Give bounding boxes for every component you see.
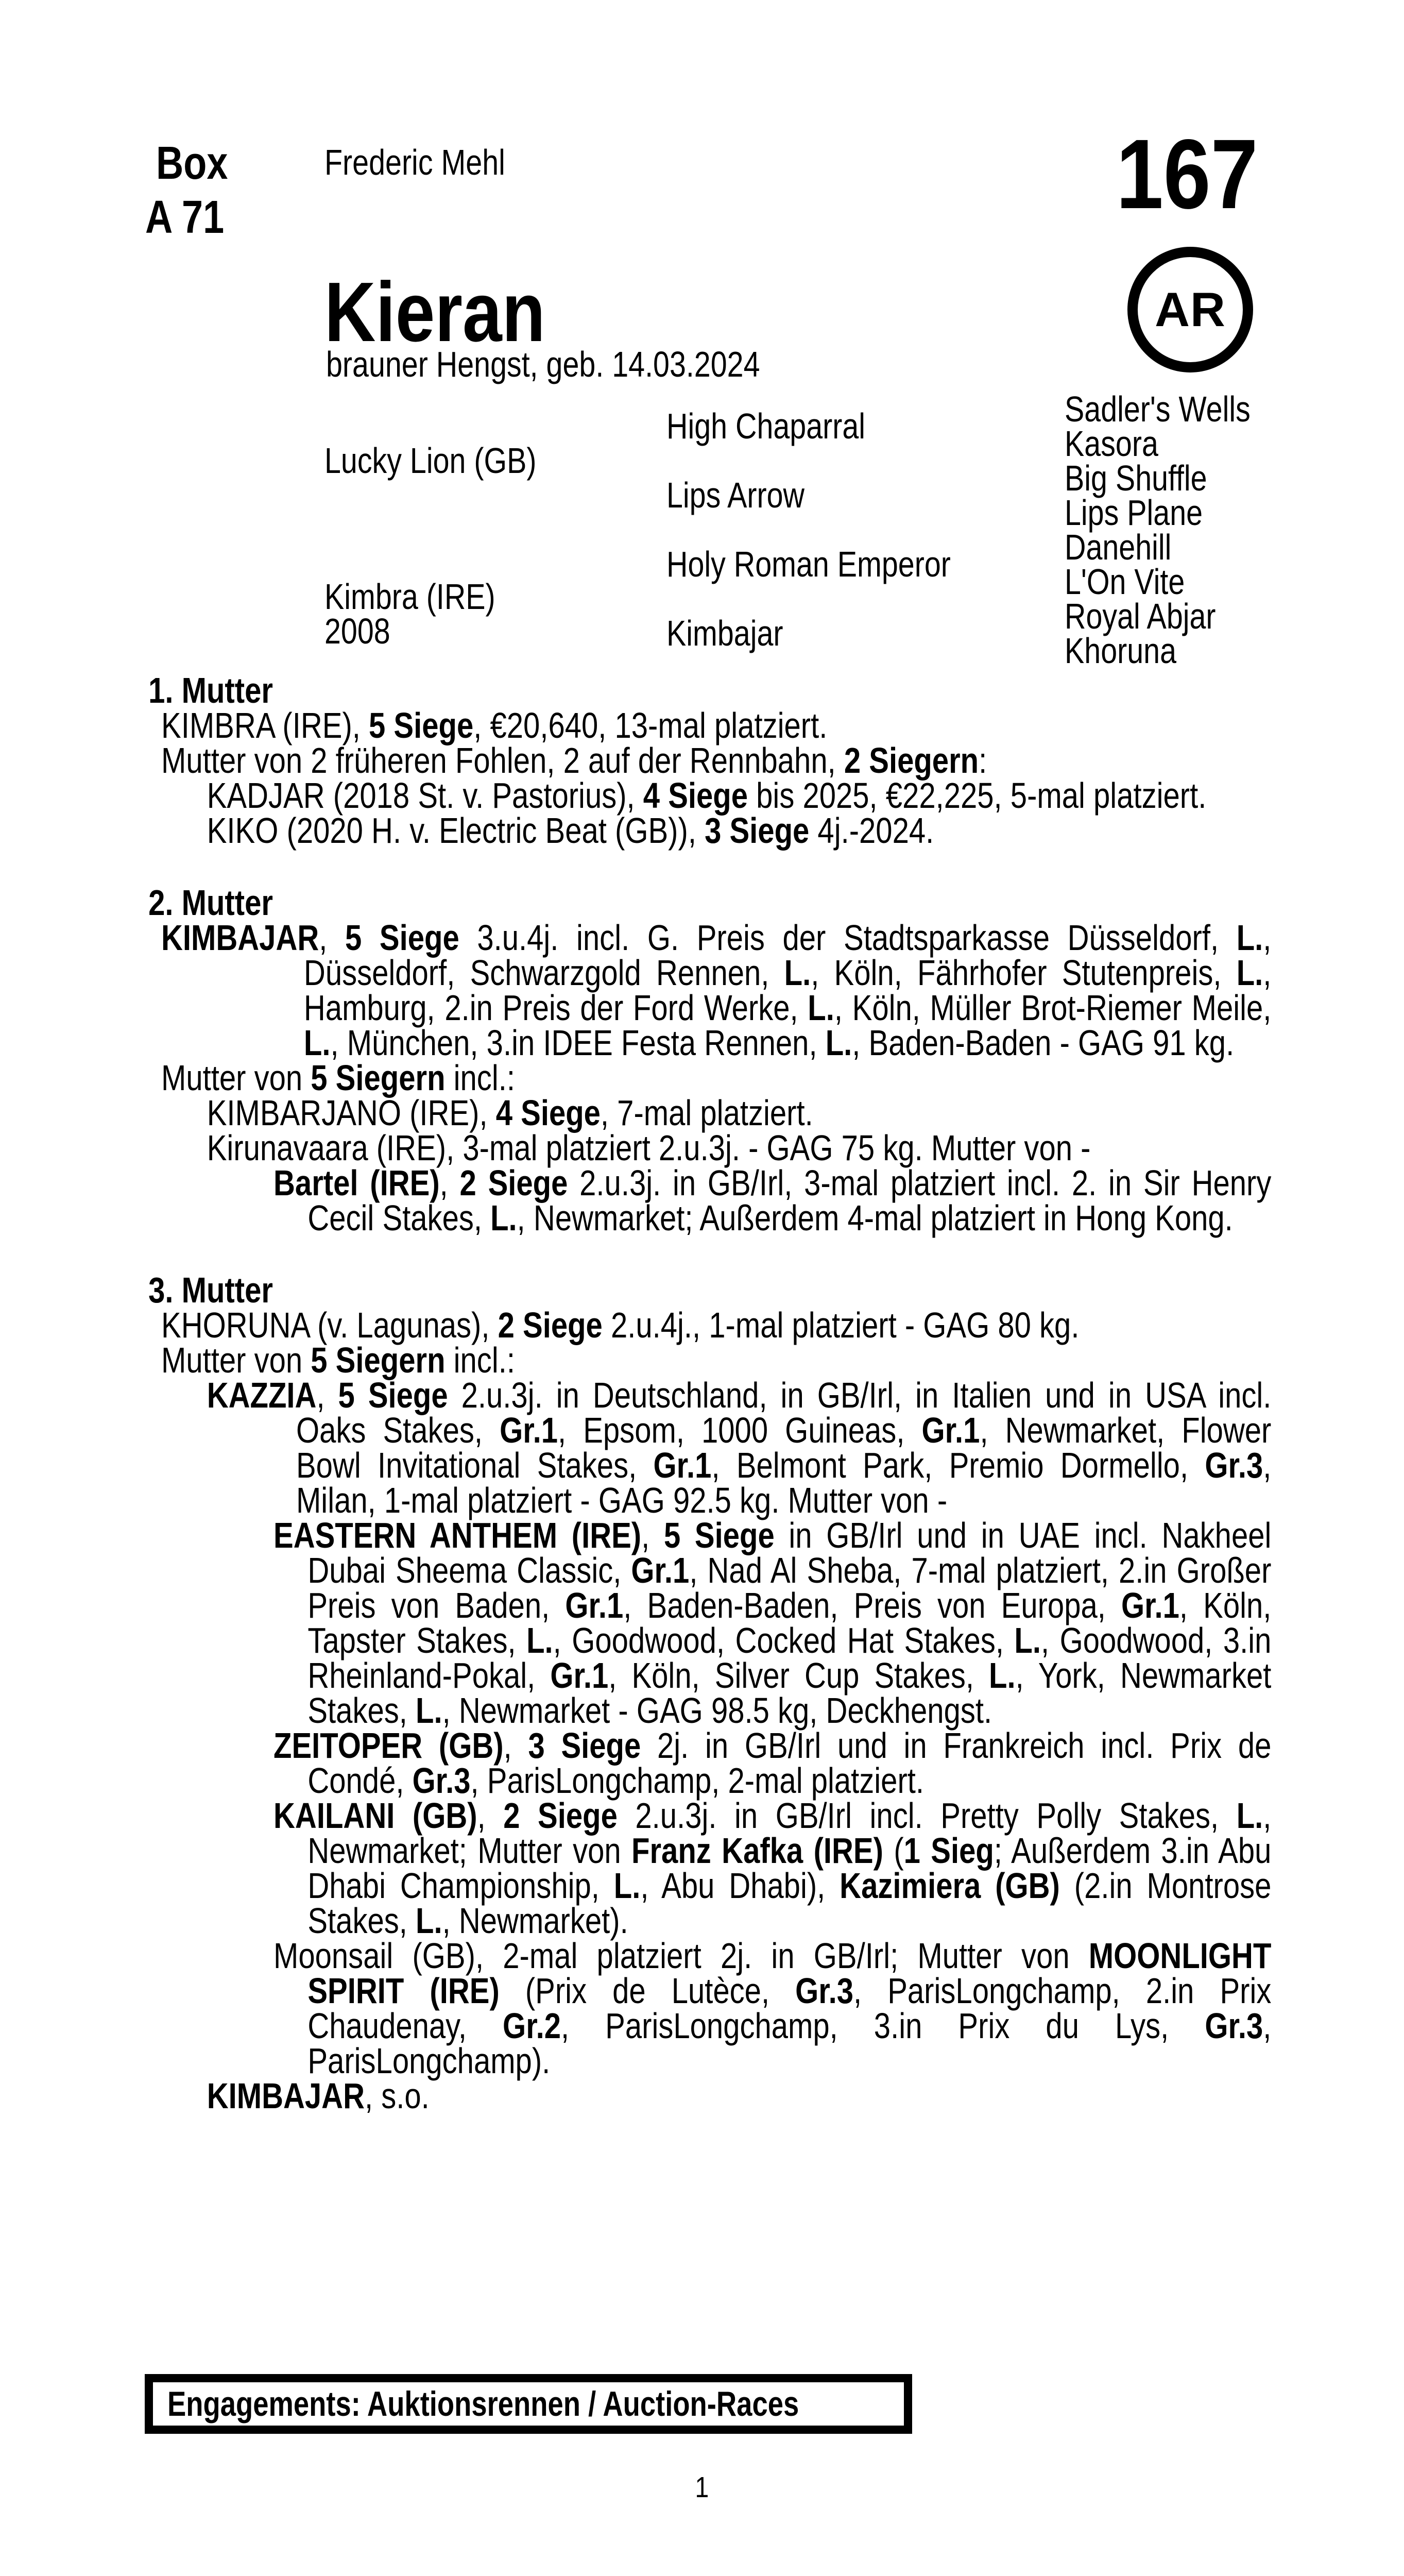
ar-badge-text: AR — [1155, 282, 1226, 336]
stable-box-label: Box — [156, 138, 228, 189]
pedigree-great-grandparent: Big Shuffle — [1065, 458, 1207, 498]
dam-produce-summary: Mutter von 5 Siegern incl.: — [161, 1340, 515, 1380]
dam-race-record: KIMBAJAR, 5 Siege 3.u.4j. incl. G. Preis der Stadtsparkasse Düsseldorf, L., Düsseldorf, Schwarzgold Rennen, L., Köln, Fährhofer Stutenpreis, L., Hamburg, 2.in Preis der Ford Werke, L., Köln, Müller Brot-Riemer Meile, L., München, 3.in IDEE Festa Rennen, L., Baden-Baden - GAG 91 kg. — [161, 918, 1272, 1063]
engagements-box — [145, 2374, 912, 2434]
pedigree-great-grandparent: Kasora — [1065, 423, 1158, 464]
horse-birth-details: brauner Hengst, geb. 14.03.2024 — [326, 344, 760, 384]
pedigree-sire: Lucky Lion (GB) — [324, 440, 537, 481]
pedigree-great-grandparent: Danehill — [1065, 527, 1172, 567]
pedigree-great-grandparent: Lips Plane — [1065, 493, 1203, 533]
offspring-entry: KIMBARJANO (IRE), 4 Siege, 7-mal platziert. — [207, 1093, 813, 1133]
pedigree-grandsire-paternal: High Chaparral — [666, 406, 866, 446]
offspring-entry: KIMBAJAR, s.o. — [207, 2076, 430, 2116]
ar-badge-circle — [1127, 247, 1253, 372]
dam-produce-summary: Mutter von 2 früheren Fohlen, 2 auf der Rennbahn, 2 Siegern: — [161, 740, 987, 781]
section-heading-first-dam: 1. Mutter — [148, 670, 273, 710]
dam-race-record: KHORUNA (v. Lagunas), 2 Siege 2.u.4j., 1-mal platziert - GAG 80 kg. — [161, 1305, 1080, 1345]
dam-produce-summary: Mutter von 5 Siegern incl.: — [161, 1058, 515, 1098]
pedigree-great-grandparent: L'On Vite — [1065, 562, 1185, 602]
offspring-entry: KAZZIA, 5 Siege 2.u.3j. in Deutschland, in GB/Irl, in Italien und in USA incl. Oaks Stakes, Gr.1, Epsom, 1000 Guineas, Gr.1, Newmarket, Flower Bowl Invitational Stakes, Gr.1, Belmont Park, Premio Dormello, Gr.3, Milan, 1-mal platziert - GAG 92.5 kg. Mutter von - — [207, 1375, 1272, 1520]
offspring-entry: ZEITOPER (GB), 3 Siege 2j. in GB/Irl und in Frankreich incl. Prix de Condé, Gr.3, ParisLongchamp, 2-mal platziert. — [273, 1725, 1272, 1801]
offspring-entry: Kirunavaara (IRE), 3-mal platziert 2.u.3j. - GAG 75 kg. Mutter von - — [207, 1128, 1091, 1168]
lot-number: 167 — [1116, 118, 1258, 229]
pedigree-great-grandparents — [1065, 389, 1251, 671]
consignor-name: Frederic Mehl — [324, 142, 505, 182]
offspring-entry: Bartel (IRE), 2 Siege 2.u.3j. in GB/Irl, 3-mal platziert incl. 2. in Sir Henry Cecil Stakes, L., Newmarket; Außerdem 4-mal platziert in Hong Kong. — [273, 1163, 1272, 1238]
pedigree-great-grandparent: Khoruna — [1065, 631, 1177, 671]
offspring-entry: Moonsail (GB), 2-mal platziert 2j. in GB/Irl; Mutter von MOONLIGHT SPIRIT (IRE) (Prix de Lutèce, Gr.3, ParisLongchamp, 2.in Prix Chaudenay, Gr.2, ParisLongchamp, 3.in Prix du Lys, Gr.3, ParisLongchamp). — [273, 1936, 1272, 2081]
page-number: 1 — [695, 2471, 709, 2504]
pedigree-dam-name: Kimbra (IRE) — [324, 577, 495, 617]
pedigree-granddam-paternal: Lips Arrow — [666, 475, 804, 515]
pedigree-great-grandparent: Royal Abjar — [1065, 596, 1216, 636]
horse-name: Kieran — [324, 265, 545, 359]
offspring-entry: KIKO (2020 H. v. Electric Beat (GB)), 3 Siege 4j.-2024. — [207, 810, 934, 851]
offspring-entry: EASTERN ANTHEM (IRE), 5 Siege in GB/Irl und in UAE incl. Nakheel Dubai Sheema Classic, Gr.1, Nad Al Sheba, 7-mal platziert, 2.in Großer Preis von Baden, Gr.1, Baden-Baden, Preis von Europa, Gr.1, Köln, Tapster Stakes, L., Goodwood, Cocked Hat Stakes, L., Goodwood, 3.in Rheinland-Pokal, Gr.1, Köln, Silver Cup Stakes, L., York, Newmarket Stakes, L., Newmarket - GAG 98.5 kg, Deckhengst. — [273, 1515, 1272, 1731]
pedigree-dam-year: 2008 — [324, 611, 390, 651]
section-heading-second-dam: 2. Mutter — [148, 883, 273, 923]
dam-race-record: KIMBRA (IRE), 5 Siege, €20,640, 13-mal platziert. — [161, 705, 828, 745]
pedigree-great-grandparent: Sadler's Wells — [1065, 389, 1251, 429]
pedigree-grandsire-maternal: Holy Roman Emperor — [666, 544, 951, 584]
pedigree-description — [148, 670, 1272, 2116]
section-heading-third-dam: 3. Mutter — [148, 1270, 273, 1310]
offspring-entry: KAILANI (GB), 2 Siege 2.u.3j. in GB/Irl incl. Pretty Polly Stakes, L., Newmarket; Mutter von Franz Kafka (IRE) (1 Sieg; Außerdem 3.in Abu Dhabi Championship, L., Abu Dhabi), Kazimiera (GB) (2.in Montrose Stakes, L., Newmarket). — [273, 1795, 1272, 1941]
engagements-text: Engagements: Auktionsrennen / Auction-Races — [167, 2384, 799, 2424]
pedigree-granddam-maternal: Kimbajar — [666, 613, 783, 653]
offspring-entry: KADJAR (2018 St. v. Pastorius), 4 Siege bis 2025, €22,225, 5-mal platziert. — [207, 775, 1207, 816]
stable-box-number: A 71 — [145, 192, 225, 243]
pedigree-dam — [324, 577, 495, 651]
